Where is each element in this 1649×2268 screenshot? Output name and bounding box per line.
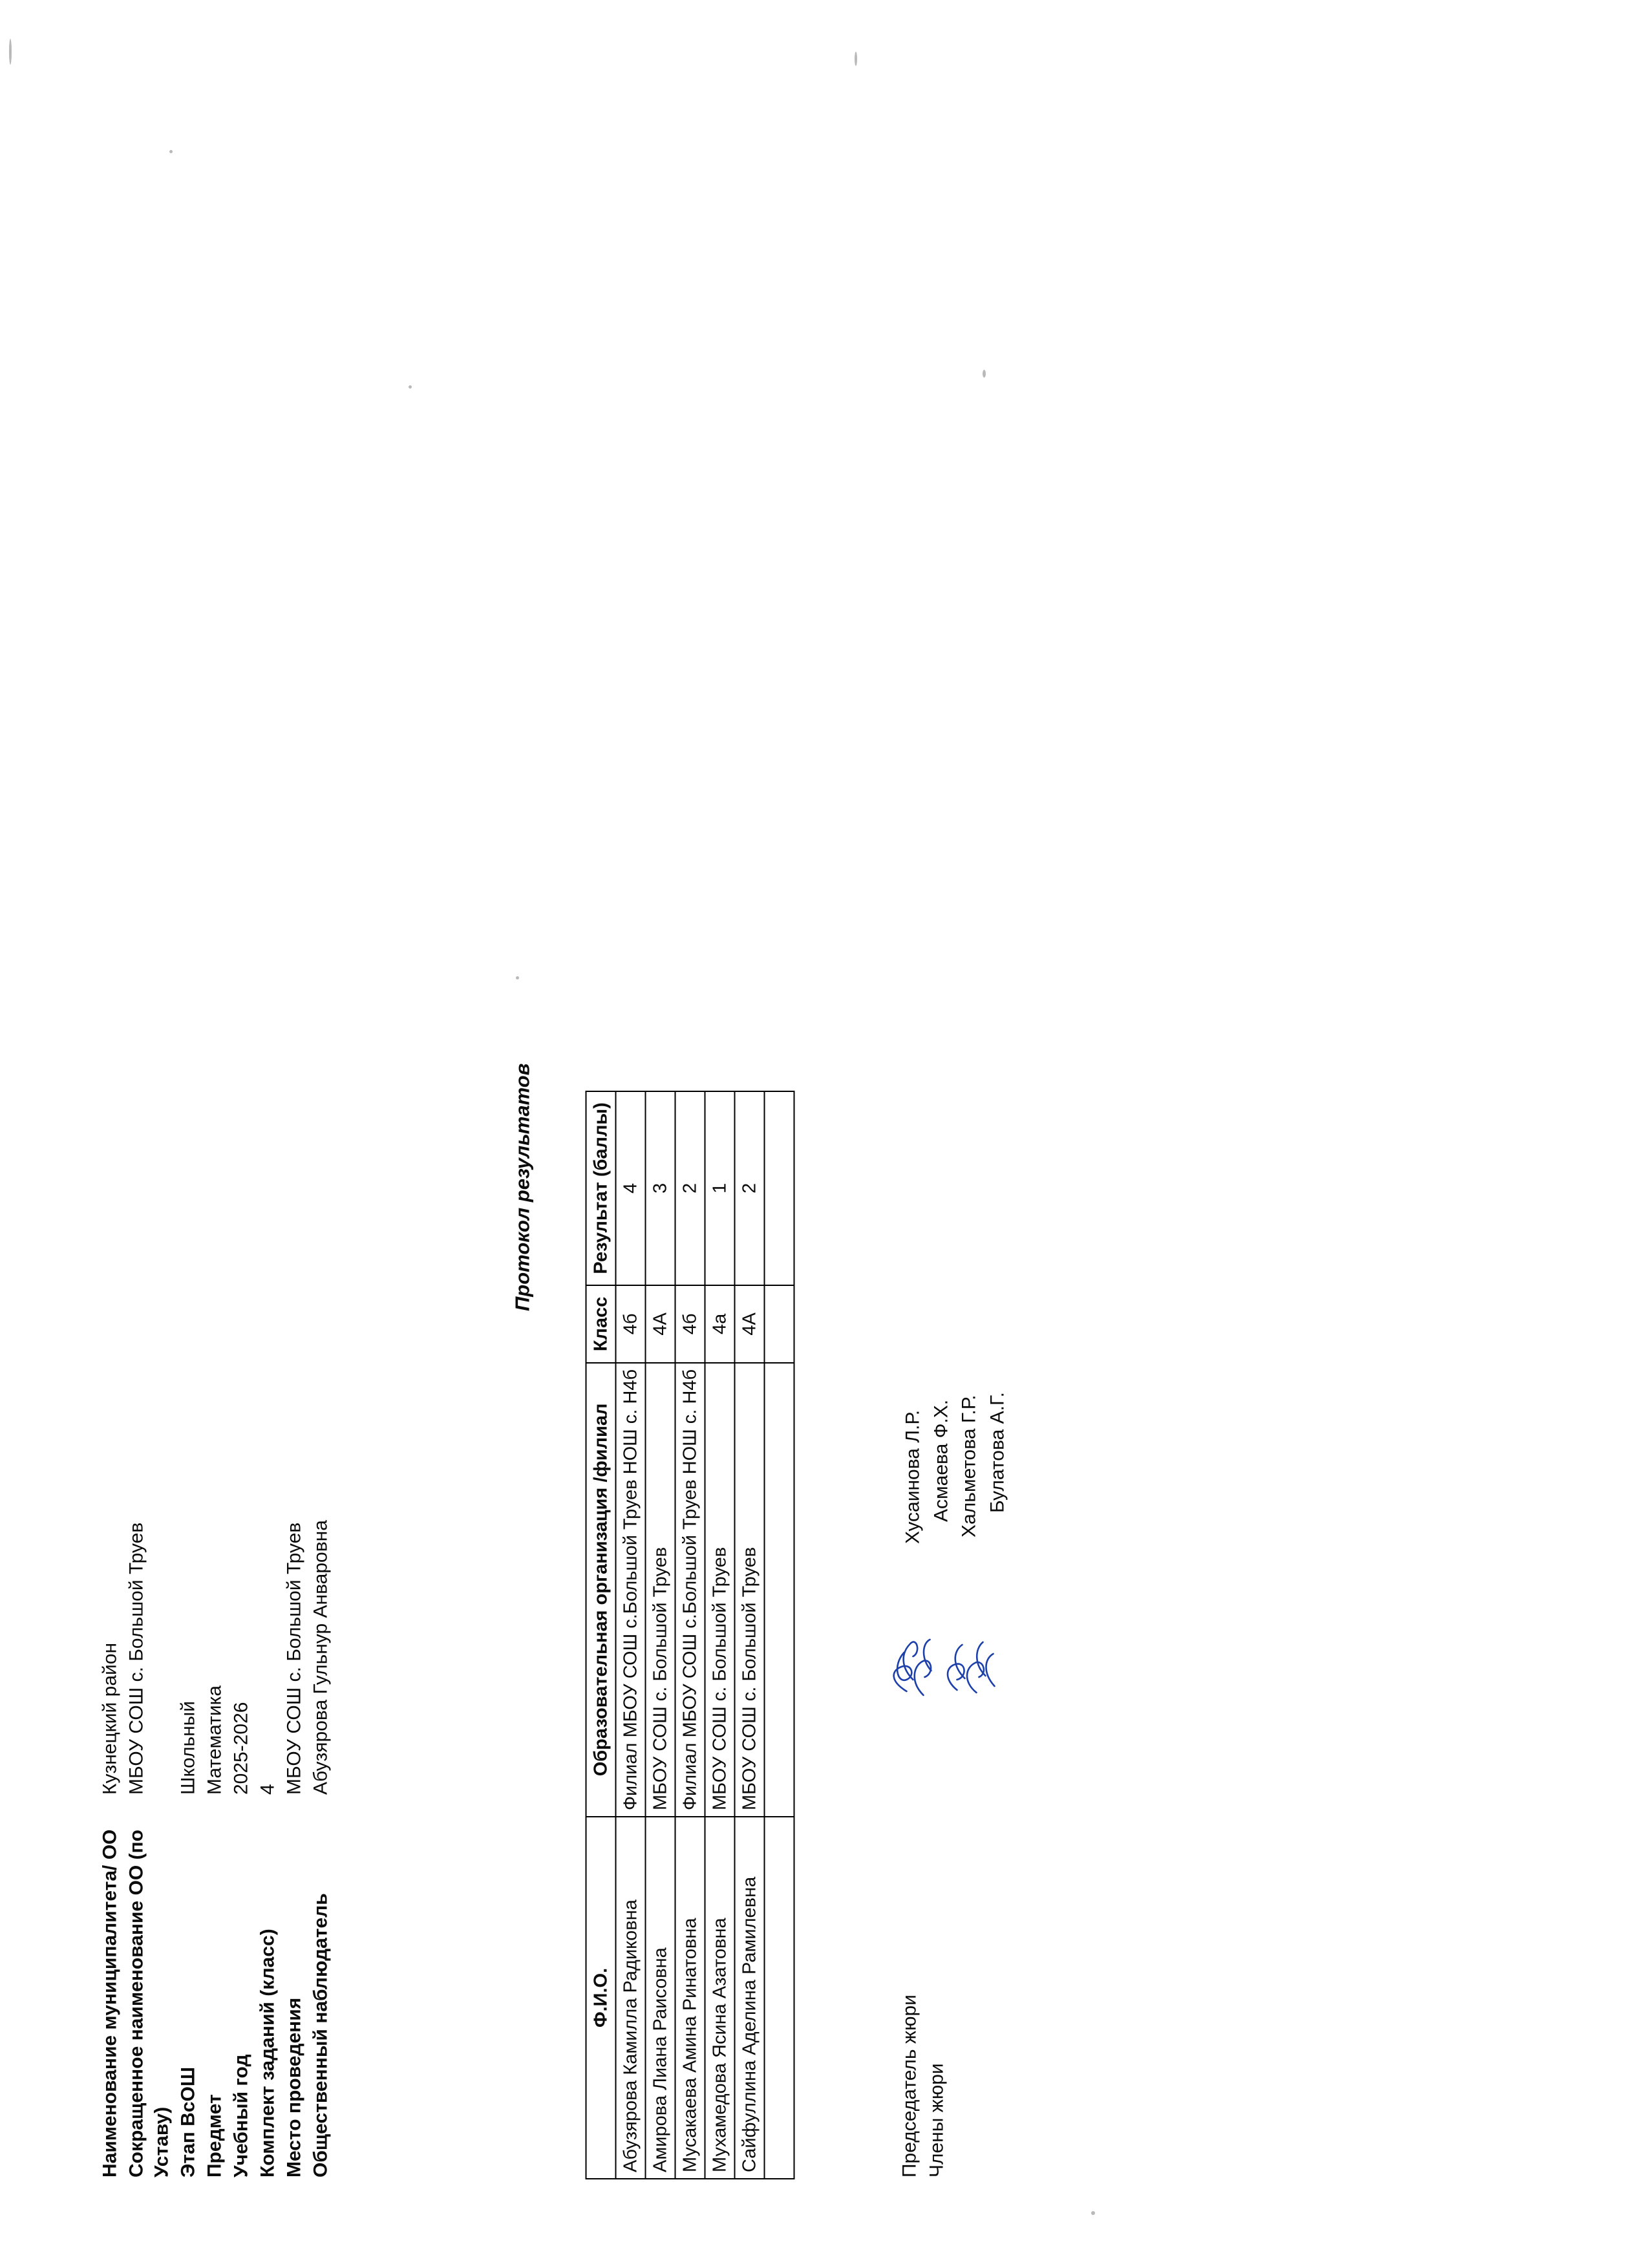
meta-value: 2025-2026	[230, 1702, 251, 1795]
meta-label: Комплект заданий (класс)	[257, 1929, 278, 2177]
meta-value: МБОУ СОШ с. Большой Труев	[283, 1522, 304, 1795]
scan-speck	[1091, 2211, 1095, 2215]
scan-speck	[169, 150, 173, 153]
signature-role-members: Члены жюри	[926, 2063, 947, 2177]
signature-roles-block	[899, 1964, 953, 2177]
table-row	[764, 1091, 794, 2179]
table-row	[645, 1091, 675, 2179]
meta-label: Сокращенное наименование ОО (по Уставу)	[125, 1830, 172, 2177]
results-table	[585, 1091, 794, 2179]
protocol-title: Протокол результатов	[511, 1063, 533, 1311]
scan-speck	[516, 976, 519, 979]
meta-value: Математика	[204, 1685, 225, 1795]
meta-row	[255, 755, 280, 2177]
document-meta-block	[97, 755, 334, 2177]
meta-row	[281, 755, 306, 2177]
table-row	[615, 1091, 645, 2179]
cell-score: 2	[675, 1091, 705, 1285]
cell-fio: Абузярова Камилла Радиковна	[615, 1817, 645, 2179]
scan-speck	[855, 52, 857, 66]
cell-class: 4А	[645, 1285, 675, 1363]
meta-label: Место проведения	[283, 1997, 304, 2177]
meta-row	[202, 755, 227, 2177]
table-row	[734, 1091, 764, 2179]
meta-value: МБОУ СОШ с. Большой Труев	[125, 1522, 147, 1795]
header-score: Результат (баллы)	[586, 1091, 615, 1285]
header-fio: Ф.И.О.	[586, 1817, 615, 2179]
cell-org: Филиал МБОУ СОШ с.Большой Труев НОШ с. Н4б	[675, 1363, 705, 1817]
cell-score	[764, 1091, 794, 1285]
cell-class: 4А	[734, 1285, 764, 1363]
meta-label: Наименование муниципалитета/ ОО	[99, 1829, 120, 2177]
meta-row	[228, 755, 253, 2177]
cell-fio	[764, 1817, 794, 2179]
cell-class: 4б	[615, 1285, 645, 1363]
cell-class: 4б	[675, 1285, 705, 1363]
meta-row	[97, 755, 122, 2177]
meta-value: Школьный	[177, 1700, 198, 1795]
table-row	[705, 1091, 734, 2179]
cell-org: МБОУ СОШ с. Большой Труев	[645, 1363, 675, 1817]
meta-value: Абузярова Гульнур Анваровна	[310, 1520, 331, 1795]
table-header-row	[586, 1091, 615, 2179]
meta-value: Кузнецкий район	[99, 1642, 120, 1795]
meta-label: Предмет	[204, 2094, 225, 2177]
cell-fio: Мусакаева Амина Ринатовна	[675, 1817, 705, 2179]
cell-score: 1	[705, 1091, 734, 1285]
cell-org: МБОУ СОШ с. Большой Труев	[705, 1363, 734, 1817]
results-table-wrapper	[585, 1091, 794, 2179]
meta-label: Этап ВсОШ	[177, 2066, 198, 2177]
meta-row	[123, 755, 174, 2177]
signature-role-row	[899, 1964, 920, 2177]
scan-speck	[409, 385, 412, 389]
cell-fio: Амирова Лиана Раисовна	[645, 1817, 675, 2179]
meta-label: Общественный наблюдатель	[310, 1893, 331, 2177]
signature-names-block	[899, 1392, 1011, 1544]
cell-org	[764, 1363, 794, 1817]
cell-org: Филиал МБОУ СОШ с.Большой Труев НОШ с. Н4б	[615, 1363, 645, 1817]
signature-name: Хальметова Г.Р.	[958, 1395, 979, 1537]
meta-label: Учебный год	[230, 2054, 251, 2177]
header-class: Класс	[586, 1285, 615, 1363]
signature-name: Асмаева Ф.Х.	[930, 1399, 952, 1522]
cell-class: 4а	[705, 1285, 734, 1363]
meta-row	[308, 755, 333, 2177]
signature-name: Хусаинова Л.Р.	[902, 1409, 923, 1544]
meta-row	[175, 755, 200, 2177]
cell-score: 3	[645, 1091, 675, 1285]
cell-score: 4	[615, 1091, 645, 1285]
header-org: Образовательная организация /филиал	[586, 1363, 615, 1817]
scan-speck	[9, 39, 12, 65]
cell-class	[764, 1285, 794, 1363]
table-row	[675, 1091, 705, 2179]
scan-speck	[983, 370, 986, 378]
signature-role-row	[926, 1964, 948, 2177]
signature-name: Булатова А.Г.	[986, 1392, 1008, 1513]
cell-fio: Сайфуллина Аделина Рамилевна	[734, 1817, 764, 2179]
cell-org: МБОУ СОШ с. Большой Труев	[734, 1363, 764, 1817]
cell-score: 2	[734, 1091, 764, 1285]
signature-ink-icon	[884, 1544, 1007, 1699]
handwritten-signatures	[884, 1544, 1007, 1699]
cell-fio: Мухамедова Ясина Азатовна	[705, 1817, 734, 2179]
meta-value: 4	[257, 1784, 278, 1795]
signature-role-chair: Председатель жюри	[899, 1995, 920, 2177]
